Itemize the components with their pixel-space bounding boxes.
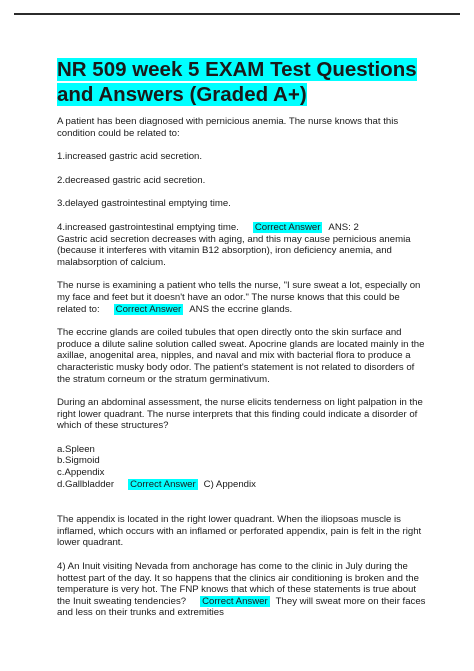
- q4-stem: 4) An Inuit visiting Nevada from anchorage has come to the clinic in July during the hottest part of the day. It so happens that the clinics air conditioning is broken and the temperature is very hot. The FNP knows that which of these statements is true about the Inuit sweating tendencies?: [57, 561, 419, 607]
- q4-answer-label: Correct Answer: [202, 595, 268, 607]
- q2-stem: The nurse is examining a patient who tells the nurse, "I sure sweat a lot, especially on my face and feet but it doesn't have an odor." The nurse knows that this could be related to:: [57, 280, 421, 315]
- q4-answer: They will sweat more on their faces and less on their trunks and extremities: [57, 595, 426, 619]
- q3-rationale: The appendix is located in the right lower quadrant. When the iliopsoas muscle is inflamed, which occurs with an inflamed or perforated appendix, pain is felt in the right lower quadrant.: [57, 514, 422, 549]
- q3-option-d: d.Gallbladder: [57, 478, 115, 490]
- q1-option-4: 4.increased gastrointestinal emptying time.: [57, 221, 239, 233]
- document-body: [57, 116, 429, 631]
- q1-option-1: 1.increased gastric acid secretion.: [57, 151, 203, 163]
- q4-block: [57, 561, 429, 619]
- q1-rationale: Gastric acid secretion decreases with aging, and this may cause pernicious anemia (because it interferes with vitamin B12 absorption), iron deficiency anemia, and malabsorption of calcium.: [57, 233, 411, 268]
- q1-answer-label: Correct Answer: [254, 221, 321, 233]
- q1-stem: A patient has been diagnosed with pernicious anemia. The nurse knows that this condition could be related to:: [57, 116, 399, 139]
- q1-answer: ANS: 2: [328, 221, 359, 233]
- q3-option-b: b.Sigmoid: [57, 455, 100, 467]
- q2-answer: ANS the eccrine glands.: [189, 303, 293, 315]
- q2-answer-label: Correct Answer: [115, 303, 182, 315]
- title-highlight: NR 509 week 5 EXAM Test Questions and Answers (Graded A+): [57, 58, 417, 106]
- document-title: [57, 57, 427, 107]
- q2-block: [57, 280, 429, 315]
- q1-option-2: 2.decreased gastric acid secretion.: [57, 174, 206, 186]
- q3-option-d-block: [57, 479, 429, 491]
- q3-answer-label: Correct Answer: [130, 478, 196, 490]
- q3-stem: During an abdominal assessment, the nurse elicits tenderness on light palpation in the right lower quadrant. The nurse interprets that this finding could indicate a disorder of which of these structures?: [57, 397, 423, 432]
- top-rule: [14, 13, 460, 15]
- q3-option-a: a.Spleen: [57, 443, 95, 455]
- q3-answer: C) Appendix: [203, 478, 256, 490]
- q2-rationale: The eccrine glands are coiled tubules that open directly onto the skin surface and produce a dilute saline solution called sweat. Apocrine glands are located mainly in the axillae, anogenital area, nipples, and naval and mix with bacterial flora to produce a characteristic musky body odor. The patient's statement is not related to disorders of the stratum corneum or the stratum germinativum.: [57, 327, 425, 385]
- q3-option-c: c.Appendix: [57, 467, 105, 479]
- q1-option-3: 3.delayed gastrointestinal emptying time.: [57, 198, 231, 210]
- q1-option-4-block: [57, 222, 429, 268]
